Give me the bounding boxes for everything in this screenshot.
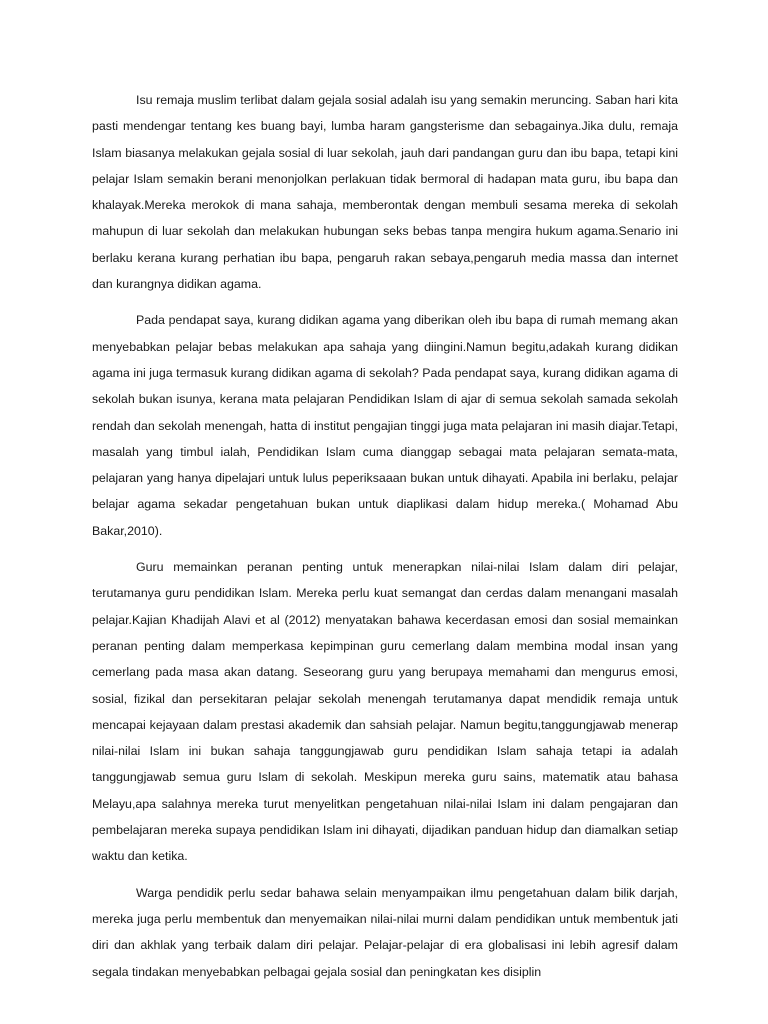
paragraph-2: Pada pendapat saya, kurang didikan agama yang diberikan oleh ibu bapa di rumah memang akan menyebabkan pelajar bebas melakukan apa sahaja yang diingini.Namun begitu,adakah kurang didikan agama ini juga termasuk kurang didikan agama di sekolah? Pada pendapat saya, kurang didikan agama di sekolah bukan isunya, kerana mata pelajaran Pendidikan Islam di ajar di semua sekolah samada sekolah rendah dan sekolah menengah, hatta di institut pengajian tinggi juga mata pelajaran ini masih diajar.Tetapi, masalah yang timbul ialah, Pendidikan Islam cuma dianggap sebagai mata pelajaran semata-mata, pelajaran yang hanya dipelajari untuk lulus peperiksaaan bukan untuk dihayati. Apabila ini berlaku, pelajar belajar agama sekadar pengetahuan bukan untuk diaplikasi dalam hidup mereka.( Mohamad Abu Bakar,2010). [92,313,678,538]
paragraph-4: Warga pendidik perlu sedar bahawa selain menyampaikan ilmu pengetahuan dalam bilik darjah, mereka juga perlu membentuk dan menyemaikan nilai-nilai murni dalam pendidikan untuk membentuk jati diri dan akhlak yang terbaik dalam diri pelajar. Pelajar-pelajar di era globalisasi ini lebih agresif dalam segala tindakan menyebabkan pelbagai gejala sosial dan peningkatan kes disiplin [92,885,678,979]
paragraph-1: Isu remaja muslim terlibat dalam gejala sosial adalah isu yang semakin meruncing. Saban hari kita pasti mendengar tentang kes buang bayi, lumba haram gangsterisme dan sebagainya.Jika dulu, remaja Islam biasanya melakukan gejala sosial di luar sekolah, jauh dari pandangan guru dan ibu bapa, tetapi kini pelajar Islam semakin berani menonjolkan perlakuan tidak bermoral di hadapan mata guru, ibu bapa dan khalayak.Mereka merokok di mana sahaja, memberontak dengan membuli sesama mereka di sekolah mahupun di luar sekolah dan melakukan hubungan seks bebas tanpa mengira hukum agama.Senario ini berlaku kerana kurang perhatian ibu bapa, pengaruh rakan sebaya,pengaruh media massa dan internet dan kurangnya didikan agama. [92,93,678,292]
body-text [92,87,678,985]
paragraph-3: Guru memainkan peranan penting untuk menerapkan nilai-nilai Islam dalam diri pelajar, terutamanya guru pendidikan Islam. Mereka perlu kuat semangat dan cerdas dalam menangani masalah pelajar.Kajian Khadijah Alavi et al (2012) menyatakan bahawa kecerdasan emosi dan sosial memainkan peranan penting dalam memperkasa kepimpinan guru cemerlang dalam membina modal insan yang cemerlang pada masa akan datang. Seseorang guru yang berupaya memahami dan mengurus emosi, sosial, fizikal dan persekitaran pelajar sekolah menengah terutamanya dapat mendidik remaja untuk mencapai kejayaan dalam prestasi akademik dan sahsiah pelajar. Namun begitu,tanggungjawab menerap nilai-nilai Islam ini bukan sahaja tanggungjawab guru pendidikan Islam sahaja tetapi ia adalah tanggungjawab semua guru Islam di sekolah. Meskipun mereka guru sains, matematik atau bahasa Melayu,apa salahnya mereka turut menyelitkan pengetahuan nilai-nilai Islam ini dalam pengajaran dan pembelajaran mereka supaya pendidikan Islam ini dihayati, dijadikan panduan hidup dan diamalkan setiap waktu dan ketika. [92,560,678,864]
